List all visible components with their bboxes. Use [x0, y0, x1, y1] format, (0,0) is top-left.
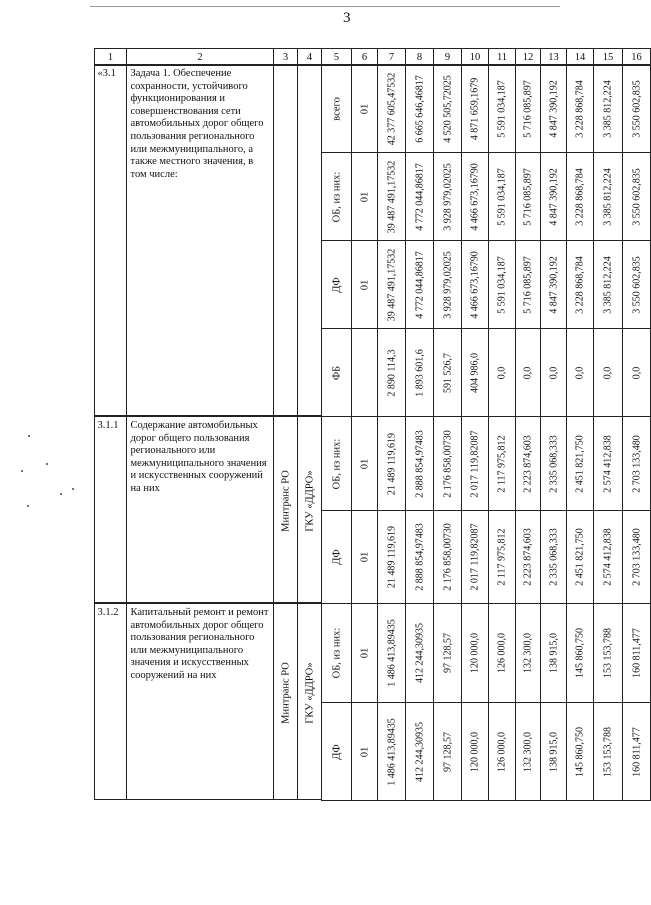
value-cell — [593, 64, 623, 153]
scan-speck — [60, 493, 62, 495]
value-text: 126 000,0 — [496, 731, 508, 772]
value-text: 5 591 034,187 — [496, 168, 508, 226]
participant-cell — [297, 416, 322, 603]
value-cell — [488, 416, 516, 511]
value-cell — [540, 152, 567, 241]
value-cell — [540, 240, 567, 329]
value-cell — [593, 152, 623, 241]
value-cell — [377, 416, 406, 511]
column-number-row — [95, 49, 651, 66]
row-name-cell — [126, 416, 274, 603]
value-text: 6 665 646,46817 — [414, 75, 425, 143]
value-text: 0,0 — [631, 366, 642, 380]
value-text: 2 890 114,3 — [386, 349, 397, 397]
series-label-cell — [321, 603, 352, 703]
value-text: 4 847 390,192 — [548, 168, 559, 226]
value-text: 132 300,0 — [522, 633, 534, 674]
value-cell — [593, 240, 623, 329]
value-cell — [488, 152, 516, 241]
row-name-cell — [126, 64, 274, 416]
row-name: Задача 1. Обеспечение сохранности, устойчивого функционирования и совершенствования сети автомобильных дорог общего пользования регионального или межмуниципального, а также местного значения, в том числе: — [130, 68, 264, 180]
series-label: всего — [331, 97, 342, 121]
value-text: 3 385 812,224 — [602, 256, 614, 314]
responsible-executor: Минтранс РО — [280, 661, 291, 724]
value-text: 2 117 975,812 — [496, 435, 508, 493]
value-cell — [461, 603, 489, 703]
value-text: 120 000,0 — [469, 633, 481, 674]
column-number: 11 — [489, 49, 516, 66]
value-cell — [377, 510, 406, 605]
value-text: 3 228 868,784 — [574, 168, 586, 226]
value-text: 2 888 854,97483 — [414, 430, 425, 498]
value-cell — [433, 240, 462, 329]
value-cell — [488, 328, 516, 417]
value-cell — [488, 240, 516, 329]
value-cell — [377, 64, 406, 153]
data-region — [321, 416, 642, 603]
data-region — [321, 64, 642, 416]
value-cell — [405, 64, 434, 153]
value-cell — [405, 328, 434, 417]
value-cell — [461, 702, 489, 802]
value-cell — [433, 603, 462, 703]
value-text: 0,0 — [522, 366, 534, 380]
column-number: 1 — [95, 49, 127, 66]
value-text: 39 487 491,17532 — [386, 248, 397, 322]
row-code-cell — [94, 416, 127, 603]
series-label: ДФ — [331, 744, 342, 760]
value-cell — [566, 416, 594, 511]
series-code: 01 — [359, 458, 370, 469]
column-number: 10 — [462, 49, 489, 66]
value-cell — [377, 152, 406, 241]
value-text: 1 486 413,89435 — [386, 619, 397, 687]
series-code: 01 — [359, 191, 370, 203]
value-text: 5 716 085,897 — [522, 80, 534, 138]
series-label-cell — [321, 64, 352, 153]
series-code-cell — [351, 328, 378, 417]
value-text: 42 377 605,47532 — [386, 72, 397, 146]
series-label: ОБ, из них: — [331, 627, 342, 679]
value-text: 120 000,0 — [469, 731, 481, 772]
value-cell — [566, 702, 594, 802]
participant: ГКУ «ДДРО» — [304, 470, 315, 532]
value-cell — [461, 328, 489, 417]
value-text: 2 703 133,480 — [631, 435, 642, 493]
value-cell — [405, 240, 434, 329]
series-label-cell — [321, 152, 352, 241]
value-text: 39 487 491,17532 — [386, 160, 397, 234]
value-text: 1 893 601,6 — [414, 349, 425, 397]
value-cell — [593, 603, 623, 703]
value-text: 2 574 412,838 — [602, 435, 614, 493]
value-cell — [566, 510, 594, 605]
table-section — [94, 64, 642, 416]
column-number: 6 — [352, 49, 378, 66]
value-cell — [515, 603, 541, 703]
value-text: 5 716 085,897 — [522, 168, 534, 226]
value-cell — [488, 603, 516, 703]
value-cell — [540, 510, 567, 605]
table-section — [94, 603, 642, 800]
responsible-executor: Минтранс РО — [280, 470, 291, 532]
value-text: 2 176 858,00730 — [442, 523, 453, 591]
scan-speck — [21, 470, 23, 472]
series-code-cell — [351, 510, 378, 605]
value-text: 4 520 505,72025 — [442, 75, 453, 143]
series-label-cell — [321, 702, 352, 802]
scan-speck — [27, 505, 29, 507]
value-text: 138 915,0 — [548, 633, 559, 674]
value-cell — [461, 152, 489, 241]
value-cell — [488, 510, 516, 605]
value-cell — [566, 152, 594, 241]
value-text: 3 928 979,02025 — [442, 163, 453, 231]
value-text: 3 928 979,02025 — [442, 251, 453, 319]
value-cell — [377, 328, 406, 417]
value-cell — [377, 702, 406, 802]
value-text: 3 228 868,784 — [574, 80, 586, 138]
participant-cell — [297, 64, 322, 416]
value-cell — [515, 152, 541, 241]
column-number: 14 — [567, 49, 594, 66]
value-cell — [540, 702, 567, 802]
value-text: 0,0 — [496, 366, 508, 380]
page-number: 3 — [343, 10, 351, 26]
column-number: 9 — [434, 49, 462, 66]
value-cell — [433, 416, 462, 511]
value-text: 126 000,0 — [496, 633, 508, 674]
value-cell — [405, 152, 434, 241]
value-text: 4 772 044,86817 — [414, 163, 425, 231]
value-cell — [515, 64, 541, 153]
value-cell — [593, 702, 623, 802]
value-cell — [461, 510, 489, 605]
table-section — [94, 416, 642, 603]
value-text: 0,0 — [548, 366, 559, 380]
column-number: 4 — [298, 49, 322, 66]
value-cell — [622, 603, 651, 703]
value-cell — [377, 240, 406, 329]
value-text: 2 888 854,97483 — [414, 523, 425, 591]
value-cell — [593, 416, 623, 511]
value-cell — [433, 328, 462, 417]
value-text: 97 128,57 — [442, 633, 453, 674]
value-text: 2 574 412,838 — [602, 528, 614, 586]
value-text: 412 244,30935 — [414, 721, 425, 782]
value-text: 3 385 812,224 — [602, 168, 614, 226]
series-code-cell — [351, 603, 378, 703]
series-code: 01 — [359, 648, 370, 659]
value-text: 2 017 119,82087 — [469, 430, 481, 498]
column-number: 15 — [594, 49, 623, 66]
data-region — [321, 603, 642, 800]
series-code: 01 — [359, 746, 370, 757]
value-cell — [622, 240, 651, 329]
column-number: 3 — [274, 49, 298, 66]
value-text: 4 871 659,1679 — [469, 77, 481, 141]
value-text: 145 860,750 — [574, 726, 586, 777]
value-cell — [515, 510, 541, 605]
value-cell — [566, 240, 594, 329]
value-text: 0,0 — [602, 366, 614, 380]
value-text: 2 017 119,82087 — [469, 523, 481, 591]
value-text: 5 591 034,187 — [496, 256, 508, 314]
column-number: 16 — [623, 49, 651, 66]
value-cell — [515, 702, 541, 802]
value-text: 160 811,477 — [631, 628, 642, 679]
series-label-cell — [321, 416, 352, 511]
row-code-cell — [94, 64, 127, 416]
series-label-cell — [321, 510, 352, 605]
responsible-executor-cell — [273, 64, 298, 416]
series-code: 01 — [359, 552, 370, 563]
series-code-cell — [351, 702, 378, 802]
column-number: 13 — [541, 49, 567, 66]
value-cell — [540, 328, 567, 417]
value-cell — [622, 152, 651, 241]
value-cell — [593, 510, 623, 605]
value-text: 4 466 673,16790 — [469, 163, 481, 231]
value-cell — [515, 240, 541, 329]
row-code: 3.1.1 — [97, 420, 119, 431]
series-code-cell — [351, 152, 378, 241]
series-label: ДФ — [331, 277, 342, 293]
value-text: 2 451 821,750 — [574, 435, 586, 493]
value-text: 153 153,788 — [602, 726, 614, 777]
value-text: 0,0 — [574, 366, 586, 380]
value-text: 2 451 821,750 — [574, 528, 586, 586]
value-cell — [433, 702, 462, 802]
value-cell — [433, 152, 462, 241]
value-cell — [405, 416, 434, 511]
column-number: 5 — [322, 49, 352, 66]
column-number: 12 — [516, 49, 541, 66]
row-name-cell — [126, 603, 274, 800]
series-label-cell — [321, 328, 352, 417]
responsible-executor-cell — [273, 416, 298, 603]
series-label: ФБ — [331, 365, 342, 381]
value-text: 3 550 602,835 — [631, 256, 642, 314]
value-text: 1 486 413,89435 — [386, 718, 397, 786]
series-label-cell — [321, 240, 352, 329]
value-cell — [515, 416, 541, 511]
participant: ГКУ «ДДРО» — [304, 661, 315, 724]
value-text: 2 335 068,333 — [548, 528, 559, 586]
value-text: 4 466 673,16790 — [469, 251, 481, 319]
value-text: 97 128,57 — [442, 731, 453, 772]
value-cell — [405, 510, 434, 605]
value-cell — [540, 416, 567, 511]
value-text: 5 716 085,897 — [522, 256, 534, 314]
value-text: 153 153,788 — [602, 628, 614, 679]
value-text: 138 915,0 — [548, 731, 559, 772]
value-text: 4 847 390,192 — [548, 256, 559, 314]
scan-speck — [46, 463, 48, 465]
value-cell — [515, 328, 541, 417]
value-text: 21 489 119,619 — [386, 526, 397, 589]
value-cell — [488, 702, 516, 802]
value-text: 3 228 868,784 — [574, 256, 586, 314]
value-cell — [405, 702, 434, 802]
scan-edge-line — [90, 6, 560, 7]
row-name: Содержание автомобильных дорог общего пользования регионального или межмуниципального значения и искусственных сооружений на них — [130, 420, 267, 494]
value-text: 404 986,0 — [469, 353, 481, 393]
responsible-executor-cell — [273, 603, 298, 800]
value-text: 145 860,750 — [574, 628, 586, 679]
column-number: 2 — [127, 49, 274, 66]
row-code: 3.1.2 — [97, 607, 119, 618]
value-text: 4 847 390,192 — [548, 80, 559, 138]
value-text: 2 335 068,333 — [548, 435, 559, 493]
series-label: ДФ — [331, 549, 342, 565]
column-number: 7 — [378, 49, 406, 66]
value-text: 3 550 602,835 — [631, 80, 642, 138]
value-text: 2 223 874,603 — [522, 435, 534, 493]
scan-speck — [72, 488, 74, 490]
value-cell — [622, 64, 651, 153]
value-cell — [405, 603, 434, 703]
value-text: 2 176 858,00730 — [442, 430, 453, 498]
row-code: «3.1 — [97, 68, 116, 79]
series-code-cell — [351, 64, 378, 153]
series-code: 01 — [359, 103, 370, 115]
value-text: 5 591 034,187 — [496, 80, 508, 138]
value-cell — [461, 416, 489, 511]
series-code: 01 — [359, 279, 370, 291]
value-text: 2 703 133,480 — [631, 528, 642, 586]
value-cell — [433, 510, 462, 605]
value-cell — [433, 64, 462, 153]
value-cell — [566, 64, 594, 153]
row-code-cell — [94, 603, 127, 800]
series-label: ОБ, из них: — [331, 438, 342, 490]
value-cell — [622, 702, 651, 802]
value-cell — [622, 328, 651, 417]
column-number: 8 — [406, 49, 434, 66]
value-cell — [488, 64, 516, 153]
value-text: 412 244,30935 — [414, 623, 425, 684]
value-text: 4 772 044,86817 — [414, 251, 425, 319]
series-label: ОБ, из них: — [331, 171, 342, 223]
value-cell — [566, 328, 594, 417]
value-cell — [566, 603, 594, 703]
value-text: 2 223 874,603 — [522, 528, 534, 586]
value-cell — [540, 64, 567, 153]
value-cell — [461, 240, 489, 329]
value-text: 132 300,0 — [522, 731, 534, 772]
table-body — [94, 64, 642, 800]
participant-cell — [297, 603, 322, 800]
value-cell — [622, 510, 651, 605]
value-text: 591 526,7 — [442, 353, 453, 393]
value-cell — [622, 416, 651, 511]
row-name: Капитальный ремонт и ремонт автомобильных дорог общего пользования регионального или межмуниципального значения и искусственных сооружений на них — [130, 607, 269, 681]
value-text: 3 385 812,224 — [602, 80, 614, 138]
series-code-cell — [351, 240, 378, 329]
value-cell — [377, 603, 406, 703]
series-code-cell — [351, 416, 378, 511]
value-cell — [461, 64, 489, 153]
value-cell — [540, 603, 567, 703]
value-text: 160 811,477 — [631, 726, 642, 777]
value-text: 3 550 602,835 — [631, 168, 642, 226]
value-text: 2 117 975,812 — [496, 528, 508, 586]
scan-speck — [28, 435, 30, 437]
value-cell — [593, 328, 623, 417]
value-text: 21 489 119,619 — [386, 432, 397, 495]
